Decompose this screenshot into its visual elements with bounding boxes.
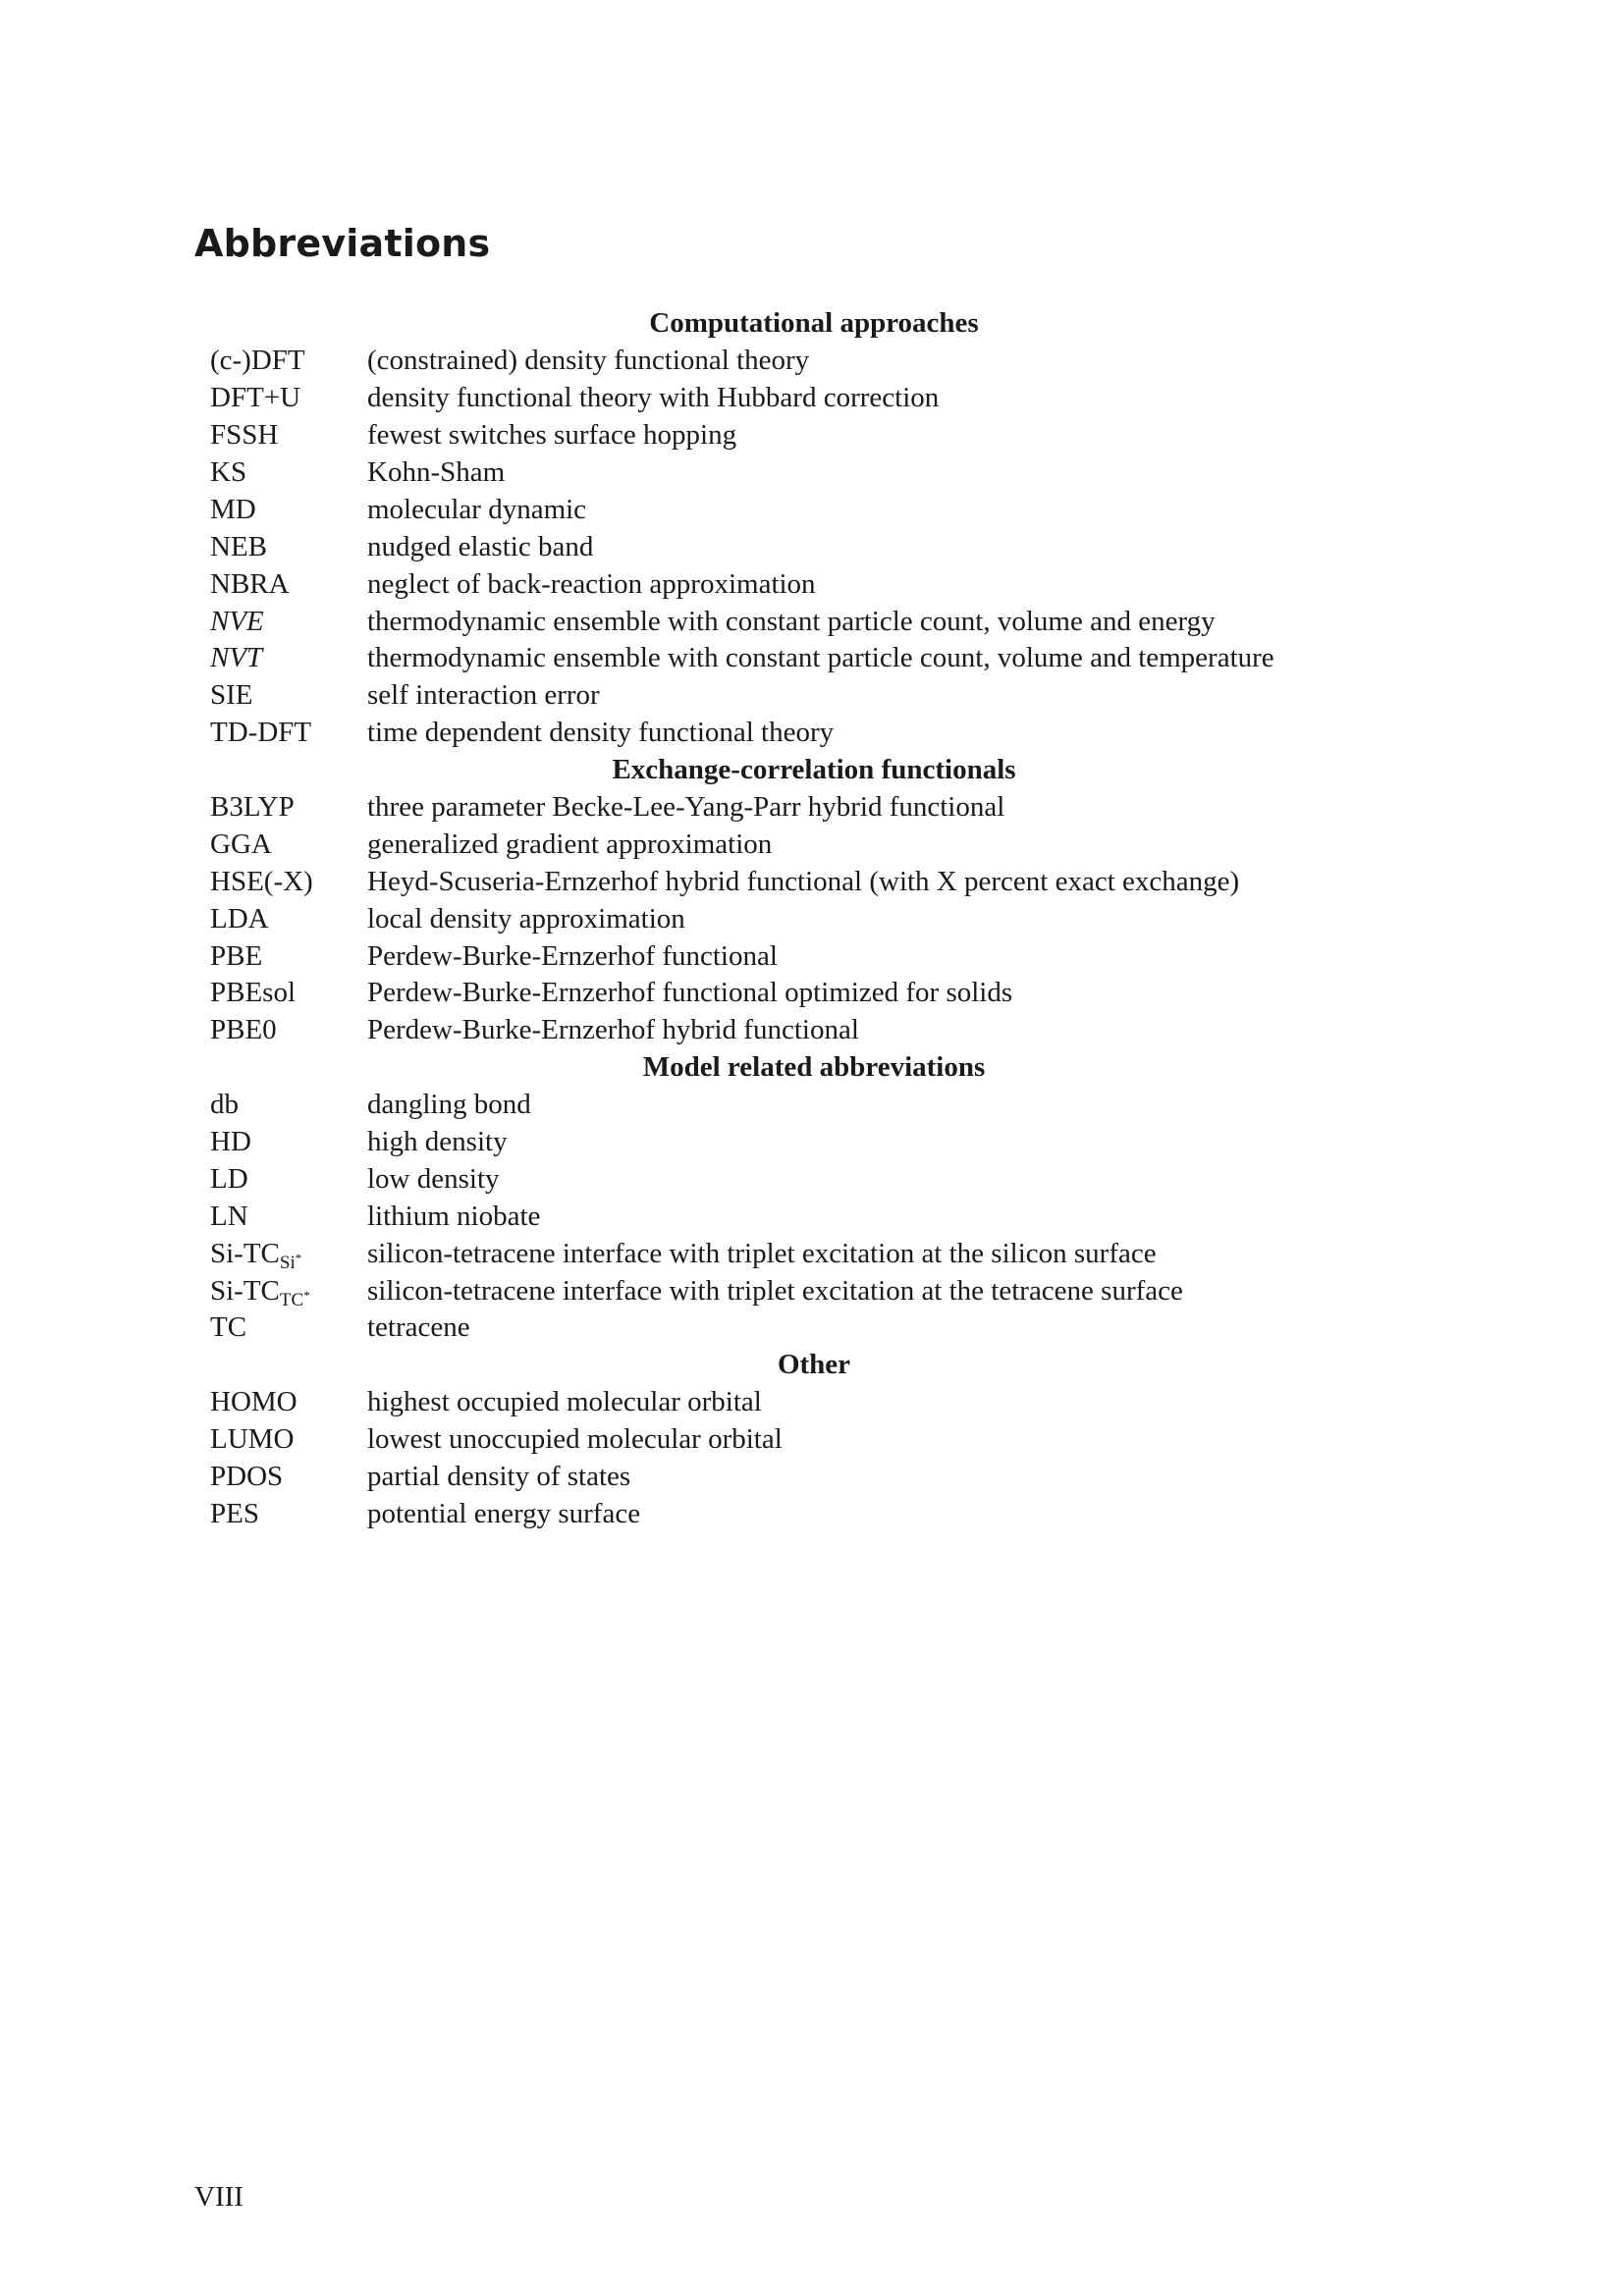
list-item: [210, 677, 1428, 715]
list-item: [210, 1124, 1428, 1161]
definition: tetracene: [367, 1311, 470, 1344]
list-item: [210, 1309, 1428, 1347]
definition: lowest unoccupied molecular orbital: [367, 1423, 783, 1456]
definition: partial density of states: [367, 1461, 631, 1493]
definition: Kohn-Sham: [367, 456, 506, 488]
section-heading: Exchange-correlation functionals: [612, 754, 1016, 786]
definition: self interaction error: [367, 679, 600, 712]
list-item: [210, 528, 1428, 565]
list-item: [210, 565, 1428, 603]
abbreviation-list: [210, 305, 1428, 1532]
list-item: [210, 1421, 1428, 1459]
abbreviation-superscript: *: [303, 1287, 310, 1303]
definition: density functional theory with Hubbard correction: [367, 382, 940, 414]
abbreviation: NVE: [210, 605, 264, 637]
abbreviation: LD: [210, 1162, 248, 1195]
abbreviation: PBEsol: [210, 977, 297, 1009]
abbreviation: [210, 1275, 367, 1308]
list-item: [210, 715, 1428, 752]
abbreviation: KS: [210, 456, 247, 488]
abbreviation: NBRA: [210, 567, 290, 600]
abbreviation: HOMO: [210, 1386, 298, 1418]
definition: nudged elastic band: [367, 530, 594, 562]
definition: lithium niobate: [367, 1200, 541, 1232]
abbreviation: LN: [210, 1200, 248, 1232]
list-item: [210, 1160, 1428, 1198]
list-item: [210, 1012, 1428, 1049]
abbreviation: HD: [210, 1126, 251, 1158]
abbreviation: PBE0: [210, 1014, 277, 1046]
abbreviation: DFT+U: [210, 382, 301, 414]
abbreviation: PDOS: [210, 1461, 284, 1493]
list-item: [210, 975, 1428, 1012]
list-item: [210, 826, 1428, 863]
abbreviation: MD: [210, 493, 256, 525]
definition: time dependent density functional theory: [367, 717, 835, 749]
definition: local density approximation: [367, 902, 685, 934]
definition: Perdew-Burke-Ernzerhof hybrid functional: [367, 1014, 859, 1046]
list-item: [210, 1384, 1428, 1421]
abbreviation-superscript: *: [295, 1250, 302, 1265]
page-number: VIII: [194, 2181, 244, 2213]
definition: thermodynamic ensemble with constant particle count, volume and energy: [367, 605, 1216, 637]
definition: fewest switches surface hopping: [367, 419, 737, 452]
abbreviation: LDA: [210, 902, 269, 934]
list-item: [210, 1087, 1428, 1124]
abbreviation: (c-)DFT: [210, 345, 305, 377]
list-item: [210, 417, 1428, 454]
abbreviation: SIE: [210, 679, 253, 712]
list-item: [210, 1235, 1428, 1272]
definition: (constrained) density functional theory: [367, 345, 810, 377]
definition: silicon-tetracene interface with triplet excitation at the tetracene surface: [367, 1274, 1183, 1307]
definition: molecular dynamic: [367, 493, 587, 525]
abbreviation: GGA: [210, 828, 272, 860]
list-item: [210, 1496, 1428, 1533]
abbreviation: FSSH: [210, 419, 279, 452]
abbreviation: NEB: [210, 530, 267, 562]
definition: highest occupied molecular orbital: [367, 1386, 762, 1418]
definition: potential energy surface: [367, 1497, 641, 1529]
definition: Heyd-Scuseria-Ernzerhof hybrid functional (with X percent exact exchange): [367, 865, 1240, 897]
definition: high density: [367, 1126, 508, 1158]
list-item: [210, 491, 1428, 528]
definition: dangling bond: [367, 1089, 531, 1121]
list-item: [210, 343, 1428, 380]
section-heading: Other: [777, 1349, 851, 1381]
list-item: [210, 454, 1428, 492]
definition: silicon-tetracene interface with triplet excitation at the silicon surface: [367, 1237, 1157, 1269]
definition: neglect of back-reaction approximation: [367, 567, 816, 600]
abbreviation-subscript: TC: [279, 1289, 304, 1310]
abbreviation-main: Si-TC: [210, 1274, 280, 1307]
section-heading: Computational approaches: [649, 307, 979, 340]
list-item: [210, 1459, 1428, 1496]
abbreviation: NVT: [210, 642, 263, 674]
page-title: Abbreviations: [194, 222, 491, 265]
abbreviation-main: Si-TC: [210, 1237, 280, 1269]
list-item: [210, 863, 1428, 900]
abbreviation-subscript: Si: [279, 1252, 296, 1273]
abbreviation: [210, 1237, 367, 1273]
abbreviation: TC: [210, 1311, 247, 1344]
abbreviation: PES: [210, 1497, 259, 1529]
list-item: [210, 937, 1428, 975]
list-item: [210, 1198, 1428, 1235]
definition: three parameter Becke-Lee-Yang-Parr hybrid functional: [367, 791, 1005, 824]
list-item: [210, 380, 1428, 417]
definition: Perdew-Burke-Ernzerhof functional: [367, 939, 778, 972]
abbreviation: db: [210, 1089, 239, 1121]
definition: low density: [367, 1162, 500, 1195]
abbreviation: PBE: [210, 939, 263, 972]
abbreviation: B3LYP: [210, 791, 295, 824]
abbreviation: TD-DFT: [210, 717, 312, 749]
list-item: [210, 1272, 1428, 1309]
list-item: [210, 640, 1428, 677]
definition: generalized gradient approximation: [367, 828, 773, 860]
list-item: [210, 603, 1428, 640]
abbreviation: LUMO: [210, 1423, 295, 1456]
section-heading: Model related abbreviations: [642, 1051, 986, 1084]
definition: Perdew-Burke-Ernzerhof functional optimized for solids: [367, 977, 1013, 1009]
abbreviation: HSE(-X): [210, 865, 313, 897]
list-item: [210, 789, 1428, 827]
definition: thermodynamic ensemble with constant particle count, volume and temperature: [367, 642, 1274, 674]
list-item: [210, 900, 1428, 937]
